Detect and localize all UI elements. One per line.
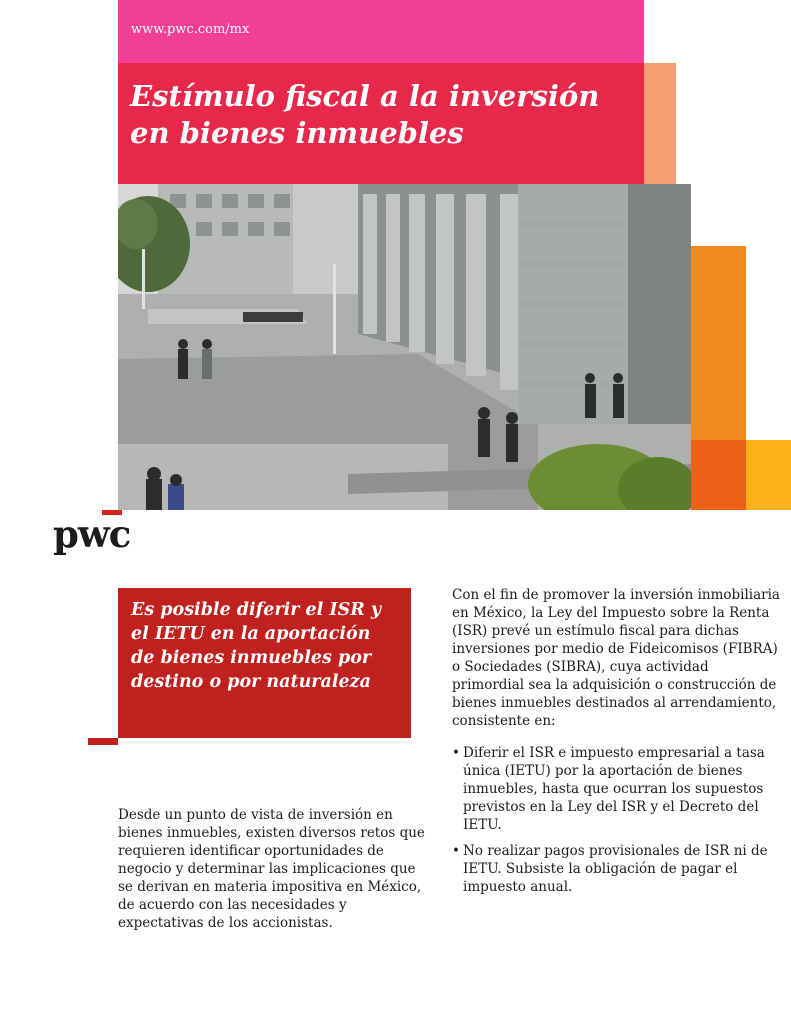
decorative-yellow-block bbox=[746, 440, 791, 510]
pwc-logo: pwc bbox=[53, 512, 131, 556]
decorative-peach-block bbox=[644, 63, 676, 185]
callout-text bbox=[131, 598, 406, 694]
callout-line: de bienes inmuebles por bbox=[131, 648, 372, 668]
callout-line: destino o por naturaleza bbox=[131, 672, 371, 692]
list-item bbox=[452, 744, 782, 834]
callout-line: Es posible diferir el ISR y bbox=[131, 600, 382, 620]
bullet-icon: • bbox=[452, 745, 460, 761]
benefits-list bbox=[452, 744, 782, 896]
title-line-2: en bienes inmuebles bbox=[130, 116, 464, 150]
callout-accent-bar bbox=[88, 738, 118, 745]
decorative-dark-orange-block bbox=[691, 440, 746, 510]
website-url[interactable]: www.pwc.com/mx bbox=[131, 22, 250, 37]
title-line-1: Estímulo fiscal a la inversión bbox=[130, 79, 600, 113]
office-buildings-photo bbox=[118, 184, 691, 510]
decorative-orange-block bbox=[691, 246, 746, 440]
stimulus-paragraph: Con el fin de promover la inversión inmobiliaria en México, la Ley del Impuesto sobre la Renta (ISR) prevé un estímulo fiscal para dichas inversiones por medio de Fideicomisos (FIBRA) o Sociedades (SIBRA), cuya actividad primordial sea la adquisición o construcción de bienes inmuebles destinados al arrendamiento, consistente en: bbox=[452, 587, 780, 729]
list-item-text: No realizar pagos provisionales de ISR ni de IETU. Subsiste la obligación de pagar el impuesto anual. bbox=[463, 843, 768, 895]
list-item bbox=[452, 842, 782, 896]
right-column bbox=[452, 586, 782, 904]
bullet-icon: • bbox=[452, 843, 460, 859]
list-item-text: Diferir el ISR e impuesto empresarial a tasa única (IETU) por la aportación de bienes inmuebles, hasta que ocurran los supuestos previstos en la Ley del ISR y el Decreto del IETU. bbox=[463, 745, 765, 833]
page-title bbox=[130, 78, 630, 152]
intro-paragraph: Desde un punto de vista de inversión en bienes inmuebles, existen diversos retos que requieren identificar oportunidades de negocio y determinar las implicaciones que se derivan en materia impositiva en México, de acuerdo con las necesidades y expectativas de los accionistas. bbox=[118, 807, 425, 931]
callout-line: el IETU en la aportación bbox=[131, 624, 371, 644]
